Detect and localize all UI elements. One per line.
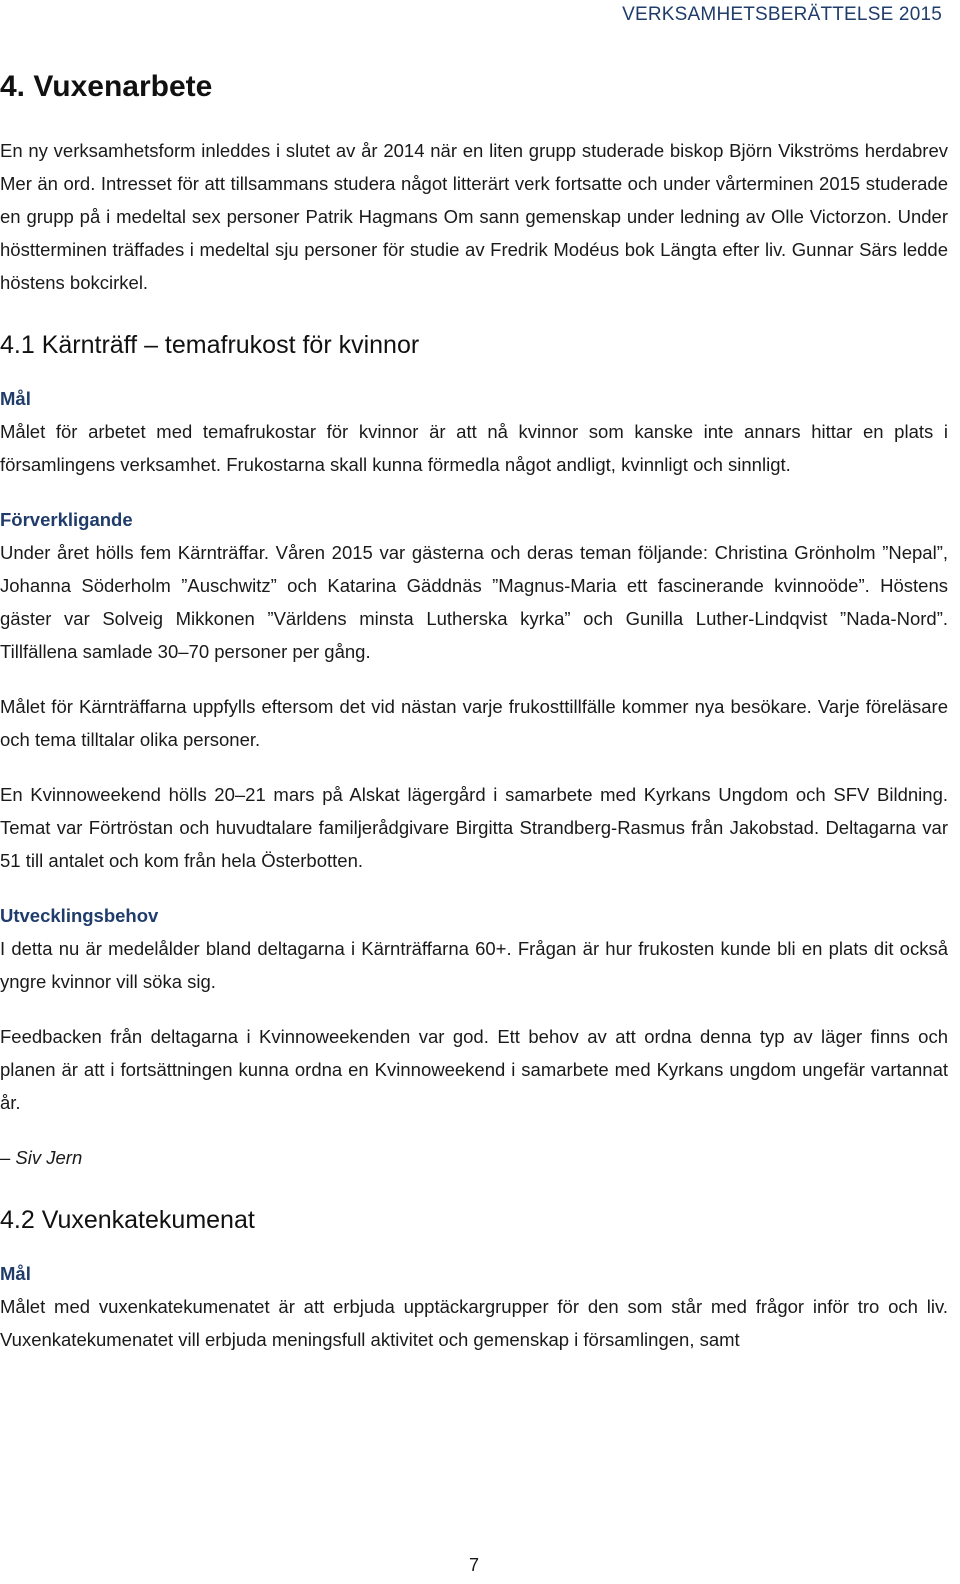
subsection-title-vuxenkatekumenat: 4.2 Vuxenkatekumenat: [0, 1206, 255, 1234]
implementation-label: Förverkligande: [0, 509, 133, 530]
signature: – Siv Jern: [0, 1147, 83, 1168]
running-header: VERKSAMHETSBERÄTTELSE 2015: [622, 4, 942, 25]
women-weekend-paragraph: En Kvinnoweekend hölls 20–21 mars på Alskat lägergård i samarbete med Kyrkans Ungdom och SFV Bildning. Temat var Förtröstan och huvudtalare familjerådgivare Birgitta Strandberg-Rasmus från Jakobstad. Deltagarna var 51 till antalet och kom från hela Österbotten.: [0, 784, 948, 871]
goal-paragraph-2: Målet med vuxenkatekumenatet är att erbjuda upptäckargrupper för den som står med frågor inför tro och liv. Vuxenkatekumenatet vill erbjuda meningsfull aktivitet och gemenskap i församlingen, samt: [0, 1296, 948, 1350]
page-content: [0, 70, 948, 1378]
implementation-paragraph: Under året hölls fem Kärnträffar. Våren 2015 var gästerna och deras teman följande: Christina Grönholm ”Nepal”, Johanna Söderholm ”Auschwitz” och Katarina Gäddnäs ”Magnus-Maria ett fascinerande kvinnoöde”. Höstens gäster var Solveig Mikkonen ”Världens minsta Lutherska kyrka” och Gunilla Luther-Lindqvist ”Nada-Nord”. Tillfällena samlade 30–70 personer per gång.: [0, 542, 948, 662]
development-needs-paragraph: I detta nu är medelålder bland deltagarna i Kärnträffarna 60+. Frågan är hur frukosten kunde bli en plats dit också yngre kvinnor vill söka sig.: [0, 938, 948, 992]
section-intro-paragraph: En ny verksamhetsform inleddes i slutet av år 2014 när en liten grupp studerade biskop Björn Vikströms herdabrev Mer än ord. Intresset för att tillsammans studera något litterärt verk fortsatte och under vårterminen 2015 studerade en grupp på i medeltal sex personer Patrik Hagmans Om sann gemenskap under ledning av Olle Victorzon. Under höstterminen träffades i medeltal sju personer för studie av Fredrik Modéus bok Längta efter liv. Gunnar Särs ledde höstens bokcirkel.: [0, 140, 948, 293]
goal-label-2: Mål: [0, 1263, 31, 1284]
section-title: 4. Vuxenarbete: [0, 70, 213, 103]
goal-label: Mål: [0, 388, 31, 409]
goal-fulfilment-paragraph: Målet för Kärnträffarna uppfylls eftersom det vid nästan varje frukosttillfälle kommer nya besökare. Varje föreläsare och tema tilltalar olika personer.: [0, 696, 948, 750]
development-needs-label: Utvecklingsbehov: [0, 905, 159, 926]
page-number: 7: [468, 1555, 479, 1575]
subsection-title-karntraff: 4.1 Kärnträff – temafrukost för kvinnor: [0, 331, 420, 359]
feedback-paragraph: Feedbacken från deltagarna i Kvinnoweekenden var god. Ett behov av att ordna denna typ av läger finns och planen är att i fortsättningen kunna ordna en Kvinnoweekend i samarbete med Kyrkans ungdom ungefär vartannat år.: [0, 1026, 948, 1113]
goal-paragraph: Målet för arbetet med temafrukostar för kvinnor är att nå kvinnor som kanske inte annars hittar en plats i församlingens verksamhet. Frukostarna skall kunna förmedla något andligt, kvinnligt och sinnligt.: [0, 421, 948, 475]
